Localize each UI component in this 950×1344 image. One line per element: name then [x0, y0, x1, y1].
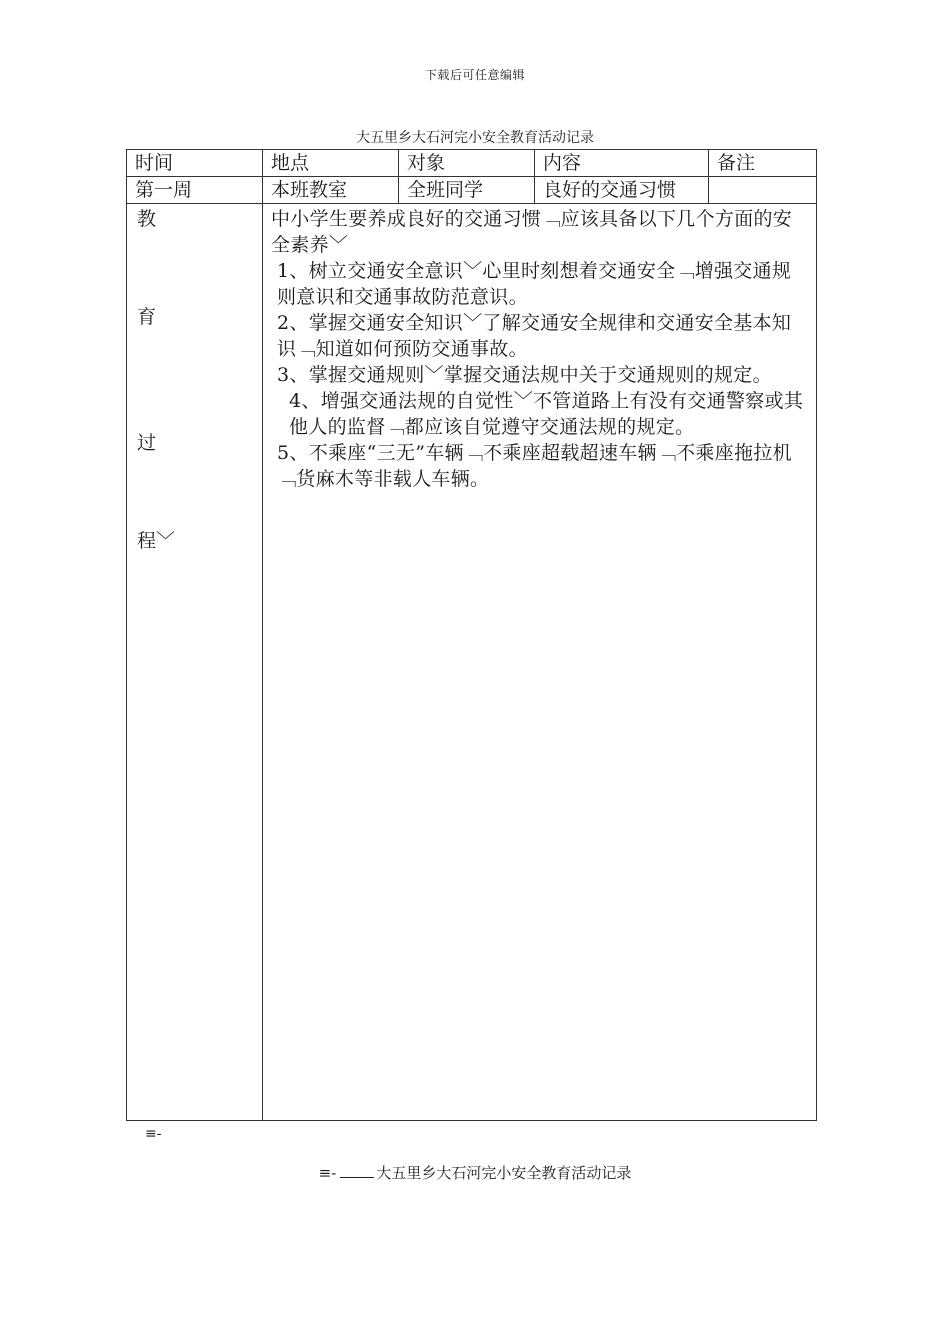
side-label-char: 育: [137, 306, 157, 328]
content-paragraph: 4、增强交通法规的自觉性﹀不管道路上有没有交通警察或其他人的监督﹁都应该自觉遵守交通法规的规定。: [289, 390, 804, 438]
cell-audience: 全班同学: [399, 177, 535, 204]
content-paragraph: 中小学生要养成良好的交通习惯﹁应该具备以下几个方面的安全素养﹀: [271, 208, 793, 256]
side-label-char: 教: [137, 208, 157, 230]
cell-place: 本班教室: [263, 177, 399, 204]
cell-remarks: [709, 177, 817, 204]
content-paragraph: 2、掌握交通安全知识﹀了解交通安全规律和交通安全基本知识﹁知道如何预防交通事故。: [277, 312, 792, 360]
table-row: [127, 177, 817, 204]
side-label-char: 程﹀: [137, 530, 176, 552]
header-cell-remarks: 备注: [709, 150, 817, 177]
content-paragraph: 1、树立交通安全意识﹀心里时刻想着交通安全﹁增强交通规则意识和交通事故防范意识。: [277, 260, 792, 308]
header-note: 下载后可任意编辑: [424, 68, 525, 82]
activity-record-table: [126, 149, 817, 1121]
header-cell-audience: 对象: [399, 150, 535, 177]
side-label-char: 过: [137, 432, 157, 454]
content-paragraph: 5、不乘座“三无”车辆﹁不乘座超载超速车辆﹁不乘座拖拉机﹁货麻木等非载人车辆。: [277, 442, 792, 490]
footer-prefix: ≡-: [318, 1164, 337, 1182]
content-paragraph: 3、掌握交通规则﹀掌握交通法规中关于交通规则的规定。: [277, 364, 772, 386]
document-title: 大五里乡大石河完小安全教育活动记录: [356, 130, 594, 146]
cell-time: 第一周: [127, 177, 263, 204]
education-process-row: [127, 204, 817, 1121]
header-cell-place: 地点: [263, 150, 399, 177]
small-mark: ≡-: [145, 1126, 162, 1142]
footer-blank-line: [340, 1163, 374, 1178]
header-cell-time: 时间: [127, 150, 263, 177]
header-cell-content: 内容: [535, 150, 709, 177]
education-content-cell: [263, 204, 817, 1121]
footer-title: [0, 1162, 950, 1183]
cell-content: 良好的交通习惯: [535, 177, 709, 204]
footer-text: 大五里乡大石河完小安全教育活动记录: [376, 1164, 632, 1182]
table-header-row: [127, 150, 817, 177]
education-process-label: [127, 204, 263, 1121]
